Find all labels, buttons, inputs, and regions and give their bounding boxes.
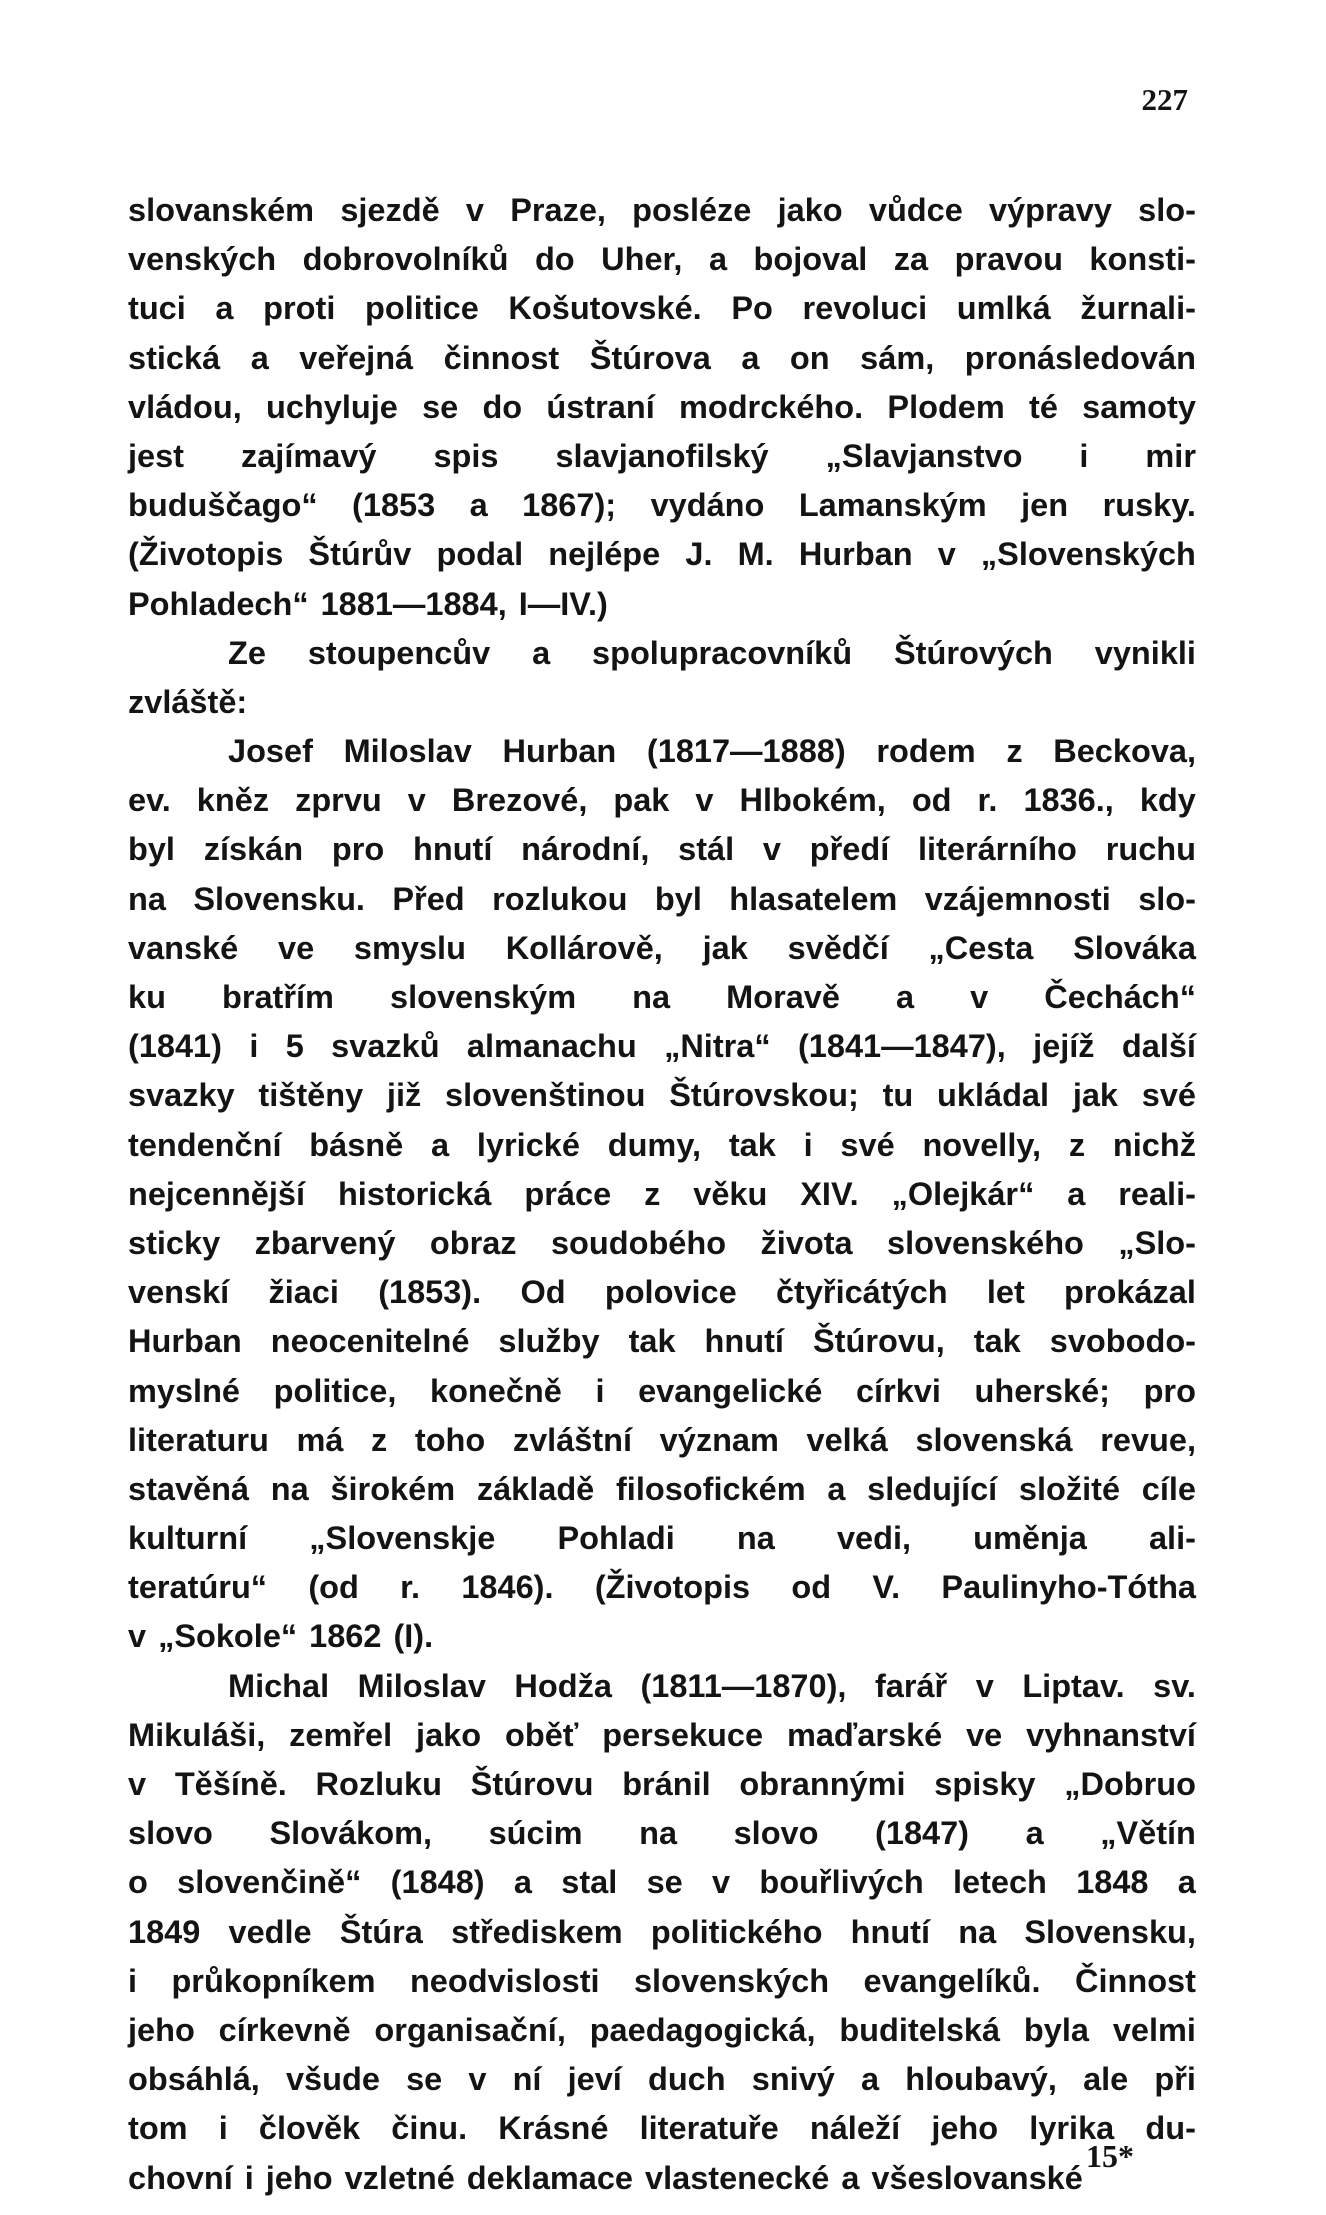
text-line: stavěná na širokém základě filosofickém a sledující složité cíle xyxy=(128,1470,1196,1507)
text-line: nejcennější historická práce z věku XIV. „Olejkár“ a reali- xyxy=(128,1175,1196,1212)
text-line: obsáhlá, všude se v ní jeví duch snivý a hloubavý, ale při xyxy=(128,2061,1196,2098)
text-line: vládou, uchyluje se do ústraní modrckého. Plodem té samoty xyxy=(128,388,1196,425)
text-line: kulturní „Slovenskje Pohladi na vedi, uměnja ali- xyxy=(128,1520,1196,1557)
text-line: chovní i jeho vzletné deklamace vlastenecké a všeslovanské xyxy=(128,2159,1083,2196)
text-line: buduščago“ (1853 a 1867); vydáno Lamanským jen rusky. xyxy=(128,487,1196,524)
text-line: literaturu má z toho zvláštní význam velká slovenská revue, xyxy=(128,1421,1196,1458)
text-line: Mikuláši, zemřel jako oběť persekuce maďarské ve vyhnanství xyxy=(128,1716,1196,1753)
text-line: (Životopis Štúrův podal nejlépe J. M. Hurban v „Slovenských xyxy=(128,536,1196,573)
text-line: Pohladech“ 1881—1884, I—IV.) xyxy=(128,585,608,622)
signature-mark: 15* xyxy=(1086,2138,1134,2174)
body-text xyxy=(128,186,1196,2203)
text-line: byl získán pro hnutí národní, stál v předí literárního ruchu xyxy=(128,831,1196,868)
text-line: i průkopníkem neodvislosti slovenských evangelíků. Činnost xyxy=(128,1962,1196,1999)
text-line: svazky tištěny již slovenštinou Štúrovskou; tu ukládal jak své xyxy=(128,1077,1196,1114)
text-line: Hurban neocenitelné služby tak hnutí Štúrovu, tak svobodo- xyxy=(128,1323,1196,1360)
text-line: v „Sokole“ 1862 (I). xyxy=(128,1618,434,1655)
text-line: venskí žiaci (1853). Od polovice čtyřicátých let prokázal xyxy=(128,1274,1196,1311)
text-line: zvláště: xyxy=(128,683,248,720)
text-line: Ze stoupencův a spolupracovníků Štúrových vynikli xyxy=(228,634,1196,671)
text-line: teratúru“ (od r. 1846). (Životopis od V. Paulinyho-Tótha xyxy=(128,1569,1196,1606)
text-line: Michal Miloslav Hodža (1811—1870), farář v Liptav. sv. xyxy=(228,1667,1196,1704)
text-line: tendenční básně a lyrické dumy, tak i své novelly, z nichž xyxy=(128,1126,1196,1163)
text-line: stická a veřejná činnost Štúrova a on sám, pronásledován xyxy=(128,339,1196,376)
text-line: v Těšíně. Rozluku Štúrovu bránil obrannými spisky „Dobruo xyxy=(128,1766,1196,1802)
text-line: jeho církevně organisační, paedagogická, buditelská byla velmi xyxy=(128,2011,1196,2048)
text-line: ev. kněz zprvu v Brezové, pak v Hlbokém, od r. 1836., kdy xyxy=(128,782,1196,819)
text-line: sticky zbarvený obraz soudobého života slovenského „Slo- xyxy=(128,1224,1196,1261)
page-number: 227 xyxy=(1141,82,1188,117)
text-line: slovo Slovákom, súcim na slovo (1847) a „Větín xyxy=(128,1815,1196,1852)
text-line: na Slovensku. Před rozlukou byl hlasatelem vzájemnosti slo- xyxy=(128,880,1196,917)
text-line: o slovenčině“ (1848) a stal se v bouřlivých letech 1848 a xyxy=(128,1864,1196,1901)
text-line: ku bratřím slovenským na Moravě a v Čechách“ xyxy=(128,979,1196,1015)
text-line: myslné politice, konečně i evangelické církvi uherské; pro xyxy=(128,1372,1196,1409)
text-line: slovanském sjezdě v Praze, posléze jako vůdce výpravy slo- xyxy=(128,192,1196,228)
text-line: jest zajímavý spis slavjanofilský „Slavjanstvo i mir xyxy=(128,437,1196,474)
text-line: venských dobrovolníků do Uher, a bojoval za pravou konsti- xyxy=(128,241,1196,278)
text-line: (1841) i 5 svazků almanachu „Nitra“ (1841—1847), jejíž další xyxy=(128,1028,1196,1065)
text-line: Josef Miloslav Hurban (1817—1888) rodem z Beckova, xyxy=(228,733,1196,770)
text-line: tuci a proti politice Košutovské. Po revoluci umlká žurnali- xyxy=(128,290,1196,327)
text-line: tom i člověk činu. Krásné literatuře náleží jeho lyrika du- xyxy=(128,2110,1196,2147)
text-line: 1849 vedle Štúra střediskem politického hnutí na Slovensku, xyxy=(128,1913,1196,1950)
text-line: vanské ve smyslu Kollárově, jak svědčí „Cesta Slováka xyxy=(128,929,1196,966)
